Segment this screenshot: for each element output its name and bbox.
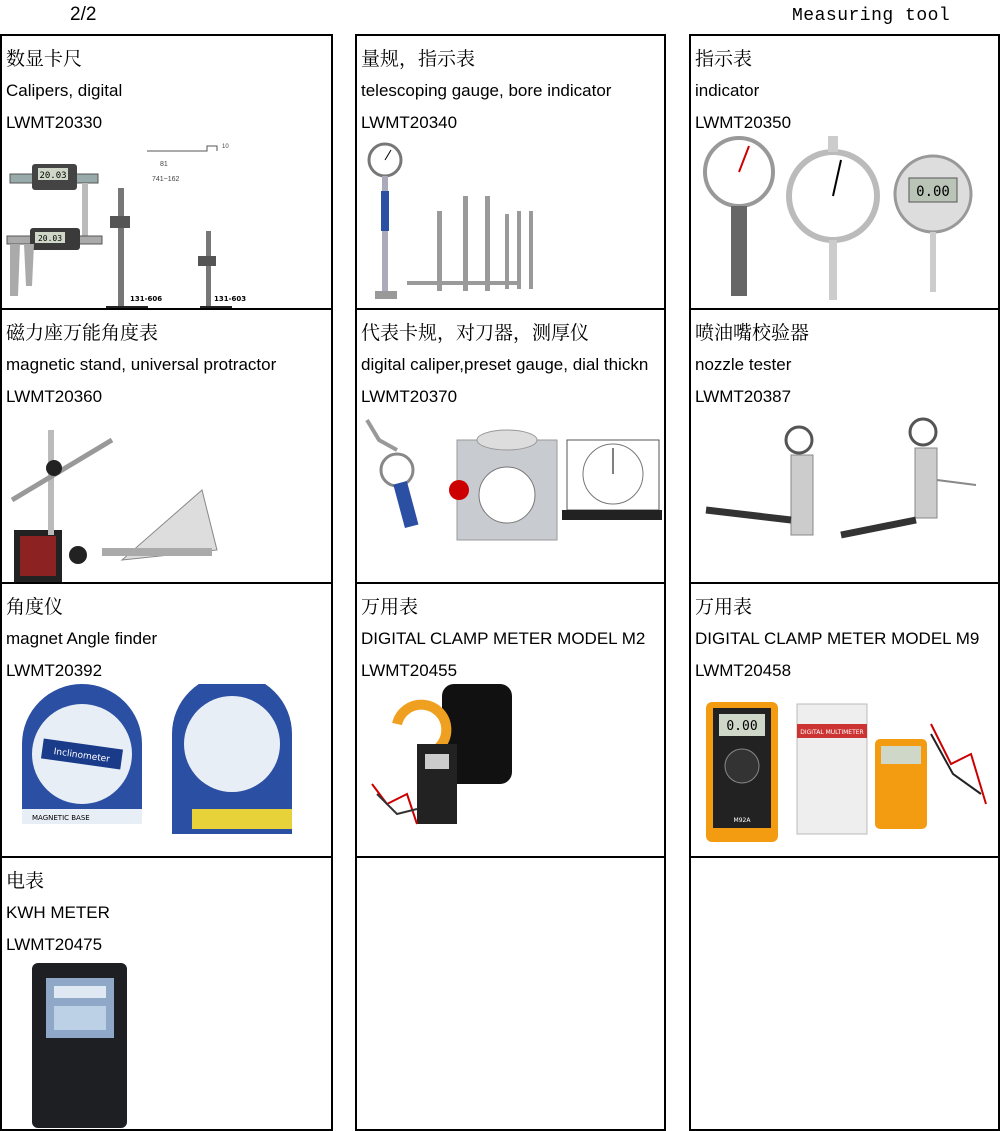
product-cell-indicator bbox=[689, 34, 1000, 310]
product-name-en: indicator bbox=[695, 81, 760, 100]
product-code: LWMT20340 bbox=[361, 113, 458, 132]
model-label: 131-606 bbox=[130, 295, 163, 303]
clamp-meter-image bbox=[357, 684, 664, 858]
product-code: LWMT20350 bbox=[695, 113, 792, 132]
display-readout: 0.00 bbox=[916, 184, 950, 200]
nozzle-tester-image bbox=[691, 410, 998, 584]
product-name-cn: 磁力座万能角度表 bbox=[6, 322, 159, 344]
product-name-en: nozzle tester bbox=[695, 355, 792, 374]
calipers-image bbox=[2, 136, 332, 310]
product-name-en: magnet Angle finder bbox=[6, 629, 158, 648]
page-title: Measuring tool bbox=[792, 6, 951, 26]
product-cell-kwh-meter bbox=[0, 856, 333, 1131]
product-name-cn: 指示表 bbox=[695, 48, 753, 70]
product-code: LWMT20455 bbox=[361, 661, 458, 680]
product-cell-magnetic-stand bbox=[0, 308, 333, 584]
model-label: M92A bbox=[733, 817, 751, 824]
inclinometer-label: Inclinometer bbox=[53, 747, 111, 765]
indicator-image bbox=[691, 136, 998, 310]
product-code: LWMT20387 bbox=[695, 387, 792, 406]
product-name-cn: 代表卡规，对刀器，测厚仪 bbox=[361, 322, 590, 344]
product-cell-multimeter bbox=[689, 582, 1000, 858]
product-code: LWMT20475 bbox=[6, 935, 103, 954]
magnetic-stand-image bbox=[2, 410, 332, 584]
product-name-en: DIGITAL CLAMP METER MODEL M2 bbox=[361, 629, 646, 648]
caliper-preset-image bbox=[357, 410, 664, 584]
product-code: LWMT20360 bbox=[6, 387, 103, 406]
model-label: 131-603 bbox=[214, 295, 247, 303]
product-cell-clamp-meter bbox=[355, 582, 666, 858]
product-name-en: Calipers, digital bbox=[6, 81, 123, 100]
product-cell-angle-finder bbox=[0, 582, 333, 858]
empty-cell bbox=[689, 856, 1000, 1131]
product-code: LWMT20330 bbox=[6, 113, 103, 132]
product-name-en: DIGITAL CLAMP METER MODEL M9 bbox=[695, 629, 980, 648]
telescoping-gauge-image bbox=[357, 136, 664, 310]
product-name-en: magnetic stand, universal protractor bbox=[6, 355, 277, 374]
dimension-label: 741~162 bbox=[152, 176, 180, 183]
product-name-en: digital caliper,preset gauge, dial thickn bbox=[361, 355, 649, 374]
product-cell-caliper-preset-gauge bbox=[355, 308, 666, 584]
page-number: 2/2 bbox=[70, 4, 97, 25]
product-code: LWMT20370 bbox=[361, 387, 458, 406]
product-name-cn: 量规，指示表 bbox=[361, 48, 476, 70]
display-readout: 0.00 bbox=[726, 719, 758, 734]
dimension-label: 10 bbox=[222, 144, 229, 150]
product-cell-telescoping-gauge bbox=[355, 34, 666, 310]
product-name-cn: 角度仪 bbox=[6, 596, 64, 618]
product-name-cn: 喷油嘴校验器 bbox=[695, 322, 810, 344]
multimeter-image bbox=[691, 684, 998, 858]
product-code: LWMT20458 bbox=[695, 661, 792, 680]
display-readout: 20.03 bbox=[37, 234, 63, 243]
product-code: LWMT20392 bbox=[6, 661, 103, 680]
product-name-en: KWH METER bbox=[6, 903, 110, 922]
angle-finder-image bbox=[2, 684, 332, 858]
display-readout: 20.03 bbox=[39, 171, 67, 181]
product-name-cn: 电表 bbox=[6, 870, 45, 892]
dimension-label: 81 bbox=[160, 161, 168, 168]
kwh-meter-image bbox=[2, 958, 332, 1131]
product-name-en: telescoping gauge, bore indicator bbox=[361, 81, 612, 100]
product-name-cn: 万用表 bbox=[695, 596, 753, 618]
box-label: DIGITAL MULTIMETER bbox=[800, 729, 864, 736]
product-name-cn: 万用表 bbox=[361, 596, 419, 618]
product-name-cn: 数显卡尺 bbox=[6, 48, 83, 70]
empty-cell bbox=[355, 856, 666, 1131]
product-cell-nozzle-tester bbox=[689, 308, 1000, 584]
base-label: MAGNETIC BASE bbox=[32, 814, 90, 822]
product-cell-calipers bbox=[0, 34, 333, 310]
